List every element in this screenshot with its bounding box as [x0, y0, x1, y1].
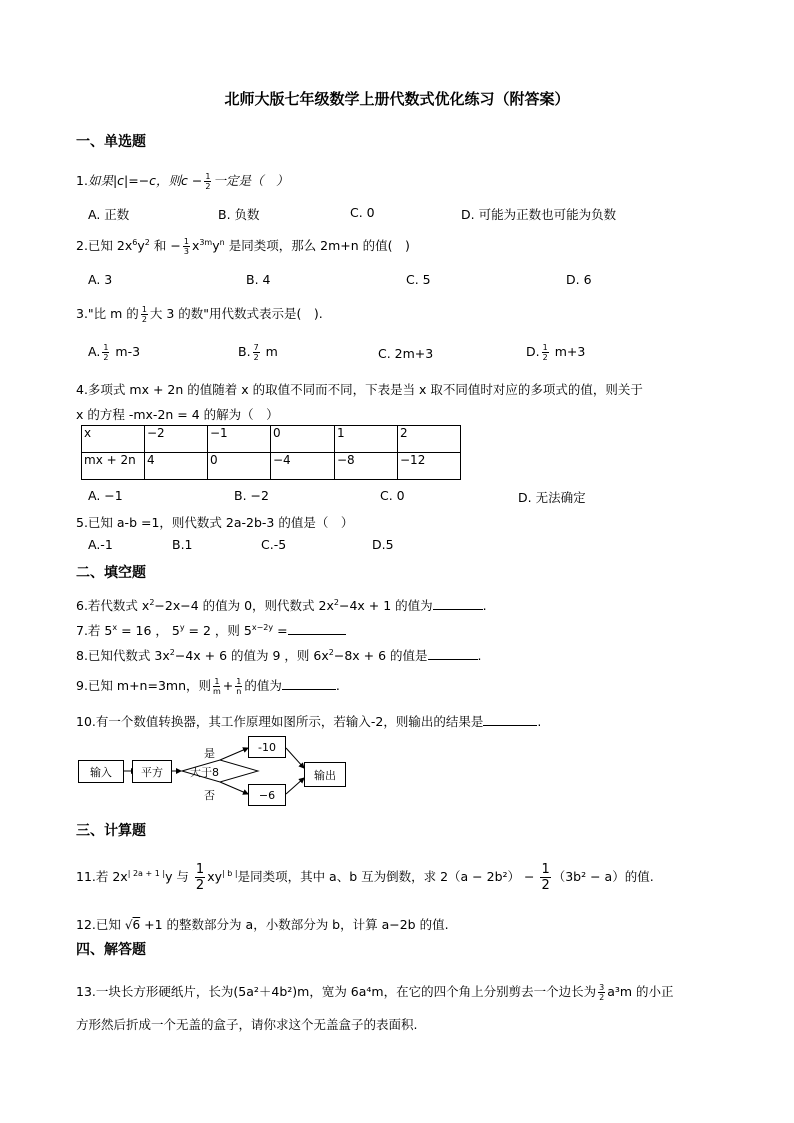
q1-text: 如果|c|=−c，则c − [87, 173, 203, 188]
section-heading-1: 一、单选题 [76, 134, 146, 150]
q1-option-c: C. 0 [350, 205, 375, 220]
table-cell: 0 [208, 453, 271, 480]
flow-no-label: 否 [204, 789, 215, 802]
table-cell: −2 [145, 426, 208, 453]
flow-yes-op-box: -10 [248, 736, 286, 758]
question-3: 3."比 m 的 $\frac{1}{2}$ 大 3 的数"用代数式表示是( ). [76, 305, 323, 324]
section-heading-4: 四、解答题 [76, 942, 146, 958]
question-5: 5.已知 a-b =1，则代数式 2a-2b-3 的值是（ ） [76, 515, 354, 530]
question-11: 11.若 $2x^{| 2a + 1 |}y$ 与 $\frac{1}{2}$ $xy^{| b |}$是同类项，其中 a、b 互为倒数，求 2（a − 2b²） − $\frac{1}{2}$ （3b² − a）的值. [76, 862, 654, 893]
question-4-line-2: x 的方程 -mx-2n = 4 的解为（ ） [76, 407, 279, 422]
q5-option-b: B.1 [172, 537, 193, 552]
answer-blank[interactable] [288, 622, 346, 635]
q5-option-c: C.-5 [261, 537, 287, 552]
section-heading-2: 二、填空题 [76, 565, 146, 581]
table-row [82, 426, 461, 453]
q4-option-c: C. 0 [380, 488, 405, 503]
table-cell: −12 [398, 453, 461, 480]
table-cell: −8 [335, 453, 398, 480]
q2-option-a: A. 3 [88, 272, 113, 287]
flow-input-box: 输入 [78, 760, 124, 783]
question-1 [76, 171, 288, 191]
question-9: 9.已知 m+n=3mn，则 $\frac{1}{m}$ + $\frac{1}{n}$ 的值为 . [76, 677, 340, 696]
question-2: 2.已知 $2x^6y^2$ 和 − $\frac{1}{3}$ $x^{3m}y^n$ 是同类项，那么 2m+n 的值( ) [76, 237, 410, 256]
q4-option-a: A. −1 [88, 488, 123, 503]
table-cell: mx + 2n [82, 453, 145, 480]
q1-number: 1. [76, 173, 88, 188]
table-cell: 0 [271, 426, 335, 453]
answer-blank[interactable] [483, 713, 537, 726]
q2-option-c: C. 5 [406, 272, 431, 287]
flow-square-box: 平方 [132, 760, 172, 783]
q2-option-b: B. 4 [246, 272, 271, 287]
table-cell: −4 [271, 453, 335, 480]
question-7: 7.若 $5^x = 16$ ， $5^y = 2$ ，则 $5^{x-2y}$ = [76, 621, 346, 639]
q5-option-a: A.-1 [88, 537, 113, 552]
question-13-line-1: 13.一块长方形硬纸片，长为(5a²＋4b²)m，宽为 6a⁴m，在它的四个角上分别剪去一个边长为 $\frac{3}{2}$ a³m 的小正 [76, 983, 674, 1002]
question-10: 10.有一个数值转换器，其工作原理如图所示，若输入-2，则输出的结果是 . [76, 714, 542, 729]
question-8: 8.已知代数式 $3x^2-4x + 6$ 的值为 9 ，则 $6x^2-8x + 6$ 的值是 . [76, 647, 482, 663]
flow-yes-label: 是 [204, 747, 215, 760]
q1-fraction: $\frac{1}{2}$ [205, 172, 211, 191]
flow-condition: 大于8 [190, 766, 219, 779]
q4-option-d: D. 无法确定 [518, 490, 586, 505]
flow-output-box: 输出 [304, 762, 346, 787]
question-13-line-2: 方形然后折成一个无盖的盒子，请你求这个无盖盒子的表面积. [76, 1017, 418, 1032]
q5-option-d: D.5 [372, 537, 394, 552]
q3-option-c: C. 2m+3 [378, 346, 434, 361]
question-12: 12.已知 √6 +1 的整数部分为 a，小数部分为 b，计算 a−2b 的值. [76, 917, 449, 932]
q3-option-a: A. $\frac{1}{2}$ m-3 [88, 343, 141, 362]
table-cell: 2 [398, 426, 461, 453]
table-row [82, 453, 461, 480]
answer-blank[interactable] [433, 597, 483, 610]
q1-option-d: D. 可能为正数也可能为负数 [461, 207, 617, 222]
q1-option-b: B. 负数 [218, 207, 260, 222]
table-cell: 1 [335, 426, 398, 453]
value-table [81, 425, 461, 480]
table-cell: −1 [208, 426, 271, 453]
q4-option-b: B. −2 [234, 488, 269, 503]
q3-option-b: B. $\frac{7}{2}$ m [238, 343, 278, 362]
answer-blank[interactable] [428, 647, 478, 660]
q3-option-d: D. $\frac{1}{2}$ m+3 [526, 343, 586, 362]
q1-text-end: 一定是（ ） [213, 173, 289, 188]
answer-blank[interactable] [282, 677, 336, 690]
q2-option-d: D. 6 [566, 272, 592, 287]
question-6: 6.若代数式 $x^2-2x-4$ 的值为 0，则代数式 $2x^2-4x + 1$ 的值为 . [76, 597, 487, 613]
flow-no-op-box: −6 [248, 784, 286, 806]
table-cell: 4 [145, 453, 208, 480]
q1-option-a: A. 正数 [88, 207, 130, 222]
page-title: 北师大版七年级数学上册代数式优化练习（附答案） [224, 90, 570, 108]
question-4-line-1: 4.多项式 mx + 2n 的值随着 x 的取值不同而不同，下表是当 x 取不同值时对应的多项式的值，则关于 [76, 382, 643, 397]
table-cell: x [82, 426, 145, 453]
section-heading-3: 三、计算题 [76, 823, 146, 839]
